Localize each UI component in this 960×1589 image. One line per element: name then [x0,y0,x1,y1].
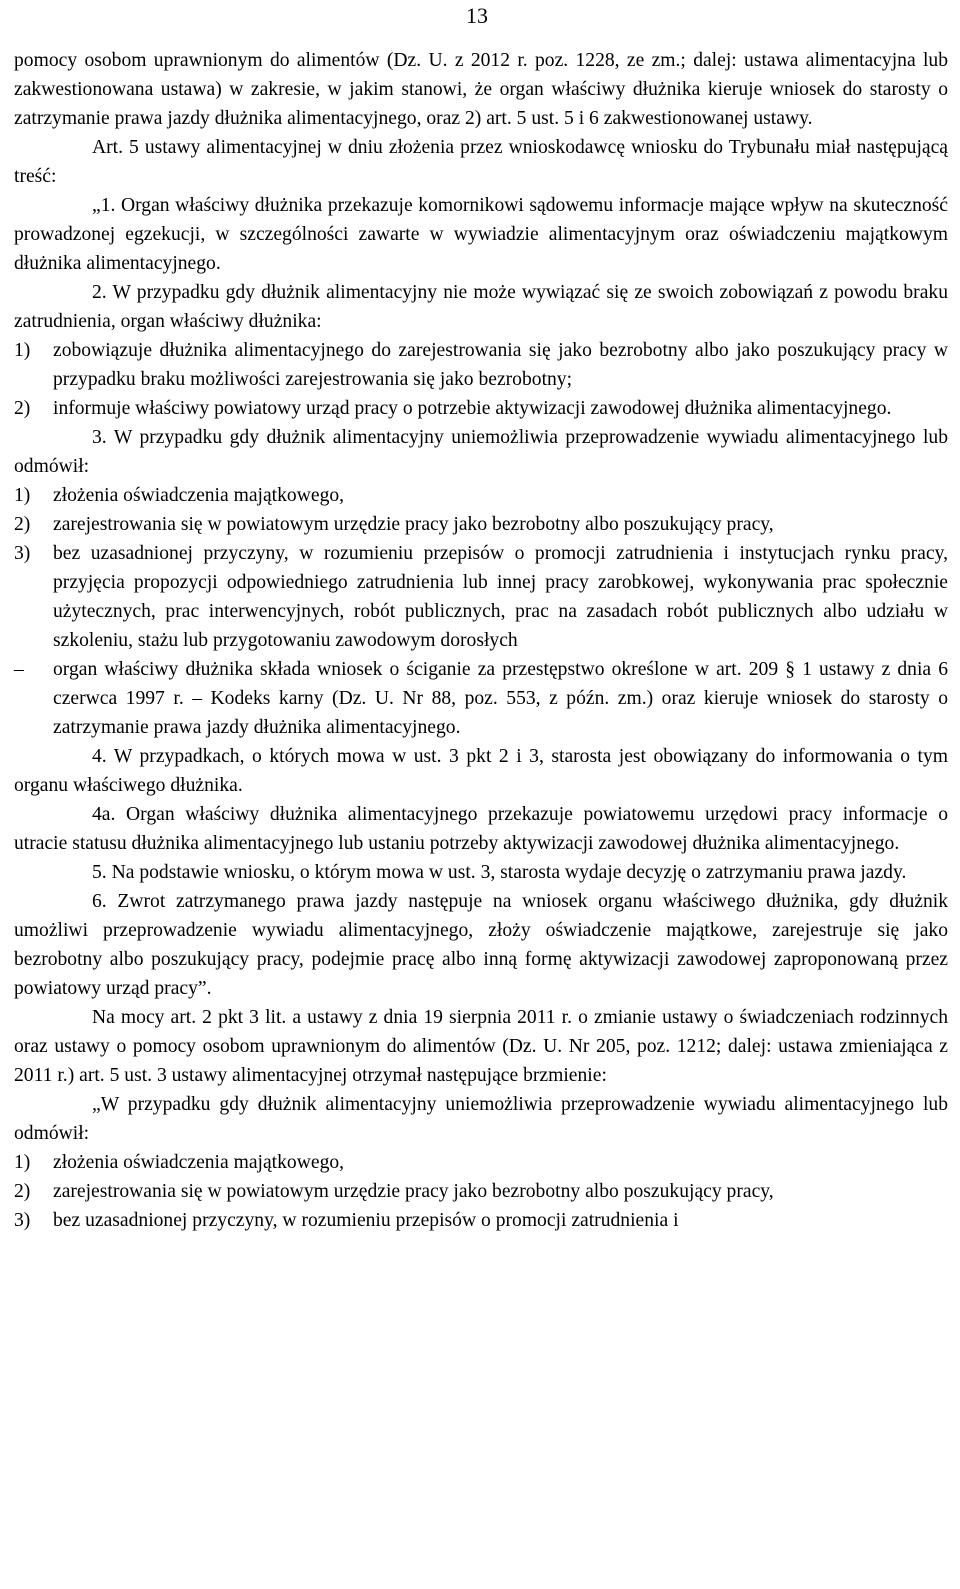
document-body [14,46,948,1235]
paragraph-ust4: 4. W przypadkach, o których mowa w ust. 3 pkt 2 i 3, starosta jest obowiązany do informowania o tym organu właściwego dłużnika. [14,746,948,796]
list-item [14,539,948,655]
list-number: 1) [14,1152,31,1173]
list-item [14,1206,948,1235]
paragraph-amendment: Na mocy art. 2 pkt 3 lit. a ustawy z dnia 19 sierpnia 2011 r. o zmianie ustawy o świadczeniach rodzinnych oraz ustawy o pomocy osobom uprawnionym do alimentów (Dz. U. Nr 205, poz. 1212; dalej: ustawa zmieniająca z 2011 r.) art. 5 ust. 3 ustawy alimentacyjnej otrzymał następujące brzmienie: [14,1007,948,1086]
list-number: 1) [14,485,31,506]
paragraph-new-ust3: „W przypadku gdy dłużnik alimentacyjny uniemożliwia przeprowadzenie wywiadu alimentacyjnego lub odmówił: [14,1094,948,1144]
list-item-text: bez uzasadnionej przyczyny, w rozumieniu przepisów o promocji zatrudnienia i instytucjach rynku pracy, przyjęcia propozycji odpowiedniego zatrudnienia lub innej pracy zarobkowej, wykonywania prac społecznie użytecznych, prac interwencyjnych, robót publicznych, prac na zasadach robót publicznych albo udziału w szkoleniu, stażu lub przygotowaniu zawodowym dorosłych [53,543,948,651]
list-item-text: złożenia oświadczenia majątkowego, [53,485,345,506]
list-item [14,336,948,394]
paragraph-ust2: 2. W przypadku gdy dłużnik alimentacyjny nie może wywiązać się ze swoich zobowiązań z powodu braku zatrudnienia, organ właściwy dłużnika: [14,282,948,332]
dash-item-text: organ właściwy dłużnika składa wniosek o ściganie za przestępstwo określone w art. 209 § 1 ustawy z dnia 6 czerwca 1997 r. – Kodeks karny (Dz. U. Nr 88, poz. 553, z późn. zm.) oraz kieruje wniosek do starosty o zatrzymanie prawa jazdy dłużnika alimentacyjnego. [53,659,948,738]
paragraph-ust3: 3. W przypadku gdy dłużnik alimentacyjny uniemożliwia przeprowadzenie wywiadu alimentacyjnego lub odmówił: [14,427,948,477]
dash-item [14,655,948,742]
paragraph-ust6: 6. Zwrot zatrzymanego prawa jazdy następuje na wniosek organu właściwego dłużnika, gdy dłużnik umożliwi przeprowadzenie wywiadu alimentacyjnego, złoży oświadczenie majątkowe, zarejestruje się jako bezrobotny albo poszukujący pracy, podejmie pracę albo inną formę aktywizacji zawodowej zaproponowaną przez powiatowy urząd pracy”. [14,891,948,999]
list-item-text: zarejestrowania się w powiatowym urzędzie pracy jako bezrobotny albo poszukujący pracy, [53,1181,774,1202]
list-number: 3) [14,1210,31,1231]
list-item [14,1148,948,1177]
list-item [14,481,948,510]
list-item [14,1177,948,1206]
list-number: 2) [14,514,31,535]
list-number: 1) [14,340,31,361]
list-number: 2) [14,398,31,419]
list-item-text: zarejestrowania się w powiatowym urzędzie pracy jako bezrobotny albo poszukujący pracy, [53,514,774,535]
list-item [14,510,948,539]
list-item-text: zobowiązuje dłużnika alimentacyjnego do zarejestrowania się jako bezrobotny albo jako poszukujący pracy w przypadku braku możliwości zarejestrowania się jako bezrobotny; [53,340,948,390]
list-number: 3) [14,543,31,564]
paragraph-art5-intro: Art. 5 ustawy alimentacyjnej w dniu złożenia przez wnioskodawcę wniosku do Trybunału miał następującą treść: [14,137,948,187]
paragraph-ust1: „1. Organ właściwy dłużnika przekazuje komornikowi sądowemu informacje mające wpływ na skuteczność prowadzonej egzekucji, w szczególności zawarte w wywiadzie alimentacyjnym oraz oświadczeniu majątkowym dłużnika alimentacyjnego. [14,195,948,274]
list-item-text: informuje właściwy powiatowy urząd pracy o potrzebie aktywizacji zawodowej dłużnika alimentacyjnego. [53,398,892,419]
list-item [14,394,948,423]
paragraph-intro: pomocy osobom uprawnionym do alimentów (Dz. U. z 2012 r. poz. 1228, ze zm.; dalej: ustawa alimentacyjna lub zakwestionowana ustawa) w zakresie, w jakim stanowi, że organ właściwy dłużnika kieruje wniosek do starosty o zatrzymanie prawa jazdy dłużnika alimentacyjnego, oraz 2) art. 5 ust. 5 i 6 zakwestionowanej ustawy. [14,50,948,129]
paragraph-ust4a: 4a. Organ właściwy dłużnika alimentacyjnego przekazuje powiatowemu urzędowi pracy informacje o utracie statusu dłużnika alimentacyjnego lub ustaniu potrzeby aktywizacji zawodowej dłużnika alimentacyjnego. [14,804,948,854]
list-number: 2) [14,1181,31,1202]
paragraph-ust5: 5. Na podstawie wniosku, o którym mowa w ust. 3, starosta wydaje decyzję o zatrzymaniu prawa jazdy. [92,862,907,883]
dash-marker: – [14,659,24,680]
list-item-text: bez uzasadnionej przyczyny, w rozumieniu przepisów o promocji zatrudnienia i [53,1210,679,1231]
page-number: 13 [466,3,488,28]
list-item-text: złożenia oświadczenia majątkowego, [53,1152,345,1173]
